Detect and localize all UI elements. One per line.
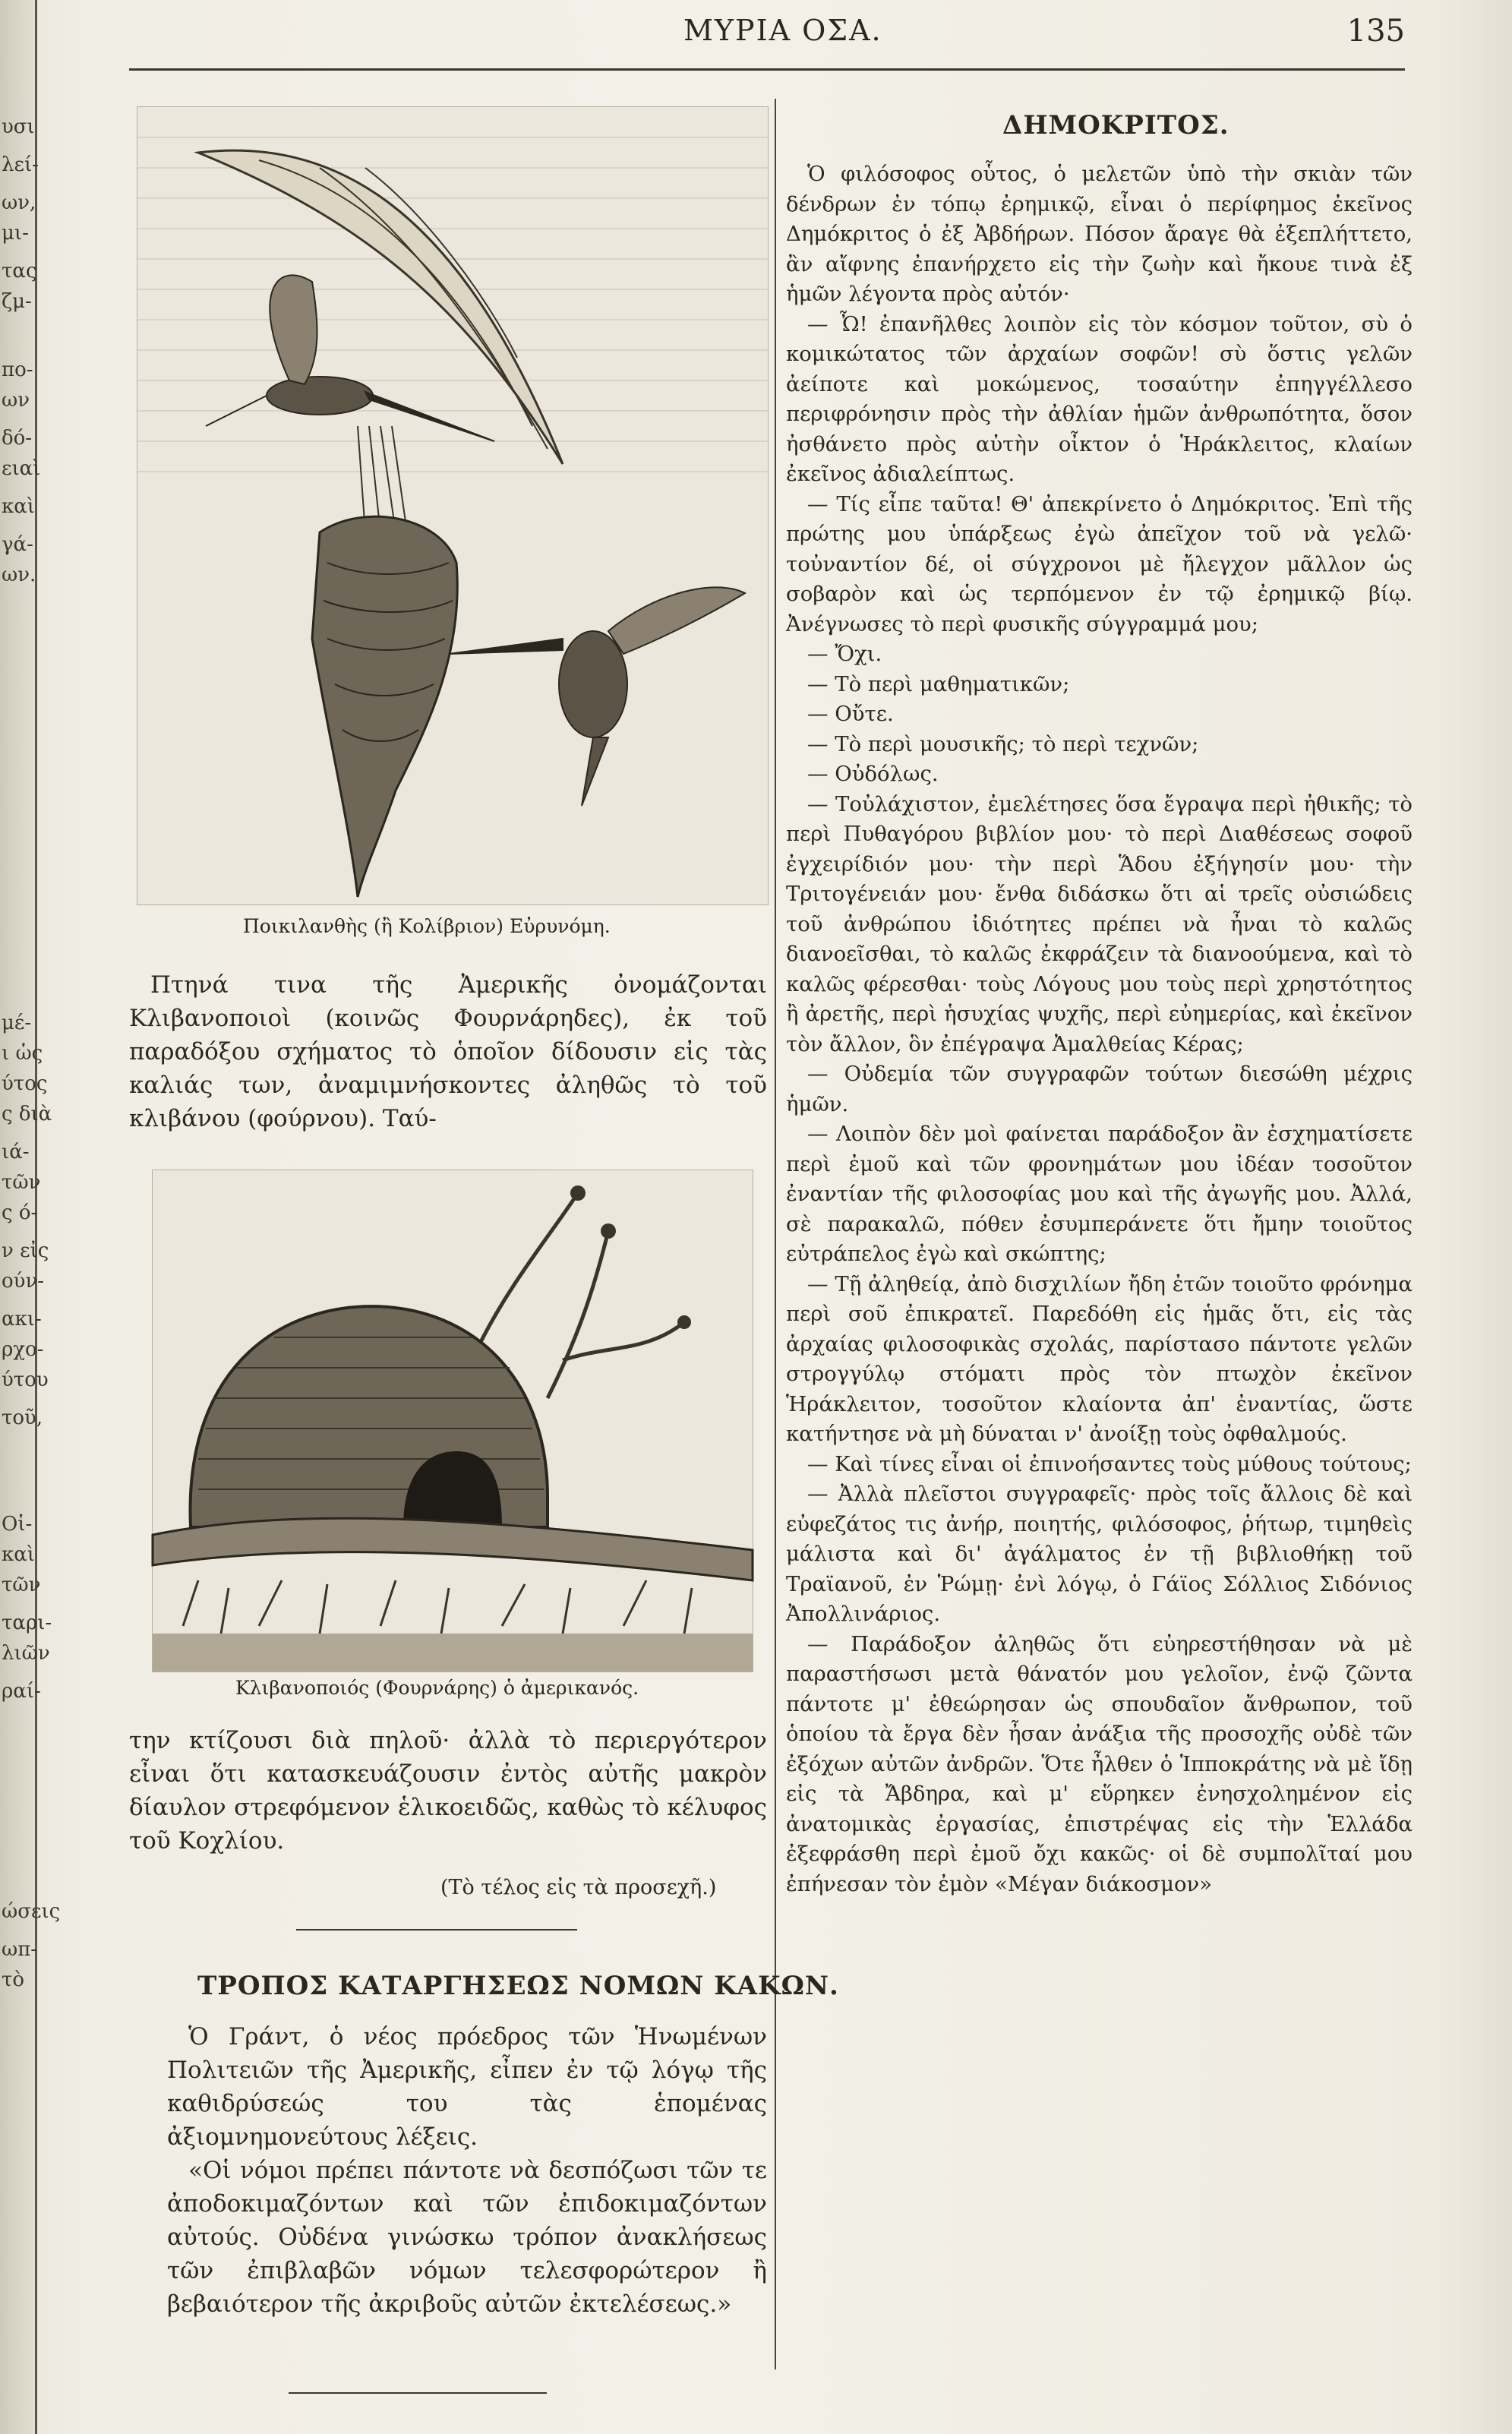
margin-fragment: πο-: [2, 358, 33, 381]
article-title: ΔΗΜΟΚΡΙΤΟΣ.: [1002, 110, 1229, 140]
margin-fragment: τῶν: [2, 1574, 41, 1596]
figure1-caption: Ποικιλανθὴς (ἢ Κολίβριον) Εὐρυνόμη.: [243, 915, 611, 937]
margin-fragment: ακι-: [2, 1308, 42, 1331]
margin-fragment: Οἱ-: [2, 1513, 33, 1536]
margin-fragment: μι-: [2, 222, 29, 245]
paragraph: Ὁ Γράντ, ὁ νέος πρόεδρος τῶν Ἡνωμένων Πολιτειῶν τῆς Ἀμερικῆς, εἶπεν ἐν τῷ λόγῳ τῆς καθιδρύσεώς του τὰς ἑπομένας ἀξιομνημονεύτους λέξεις.: [167, 2023, 767, 2151]
margin-fragment: ς διὰ: [2, 1103, 52, 1125]
page-number: 135: [1346, 14, 1405, 49]
left-column-text-3: [167, 2020, 767, 2321]
margin-fragment: ειαὶ: [2, 457, 41, 480]
previous-page-margin: [0, 0, 61, 2434]
figure2-caption: Κλιβανοποιός (Φουρνάρης) ὁ ἀμερικανός.: [235, 1677, 639, 1699]
dialogue-paragraph: — Τὸ περὶ μουσικῆς; τὸ περὶ τεχνῶν;: [807, 731, 1199, 756]
section-title: ΤΡΟΠΟΣ ΚΑΤΑΡΓΗΣΕΩΣ ΝΟΜΩΝ ΚΑΚΩΝ.: [197, 1971, 839, 2001]
paragraph: Πτηνά τινα τῆς Ἀμερικῆς ὀνομάζονται Κλιβανοποιοὶ (κοινῶς Φουρνάρηδες), ἐκ τοῦ παραδόξου σχήματος τὸ ὁποῖον δίδουσιν εἰς τὰς καλιάς των, ἀναμιμνήσκοντες ἀληθῶς τὸ τοῦ κλιβάνου (φούρνου). Ταύ-: [129, 971, 767, 1132]
margin-fragment: μέ-: [2, 1012, 32, 1034]
end-rule: [289, 2392, 547, 2394]
margin-fragment: τὸ: [2, 1968, 25, 1991]
margin-fragment: λεί-: [2, 153, 39, 176]
margin-fragment: καὶ: [2, 495, 36, 518]
dialogue-paragraph: — Οὐδόλως.: [807, 762, 939, 786]
dialogue-paragraph: — Τὸ περὶ μαθηματικῶν;: [807, 671, 1070, 696]
margin-fragment: ρχο-: [2, 1338, 44, 1361]
margin-fragment: ων,: [2, 191, 36, 214]
dialogue-paragraph: — Οὐδεμία τῶν συγγραφῶν τούτων διεσώθη μέχρις ἡμῶν.: [786, 1062, 1413, 1116]
dialogue-paragraph: — Οὔτε.: [807, 702, 894, 726]
dialogue-paragraph: — Τίς εἶπε ταῦτα! Θ' ἀπεκρίνετο ὁ Δημόκριτος. Ἐπὶ τῆς πρώτης μου ὑπάρξεως ἐγὼ ἀπεῖχον τοῦ νὰ γελῶ· τοὐναντίον δέ, οἱ σύγχρονοι μὲ ἤλεγχον μᾶλλον ὡς σοβαρὸν καὶ ὡς τερπόμενον ἐν τῷ ἐρημικῷ βίῳ. Ἀνέγνωσες τὸ περὶ φυσικῆς σύγγραμμά μου;: [786, 491, 1413, 636]
margin-fragment: ύτος: [2, 1072, 48, 1095]
right-column-text: [786, 159, 1413, 1899]
hummingbird-engraving: [137, 106, 769, 905]
dialogue-paragraph: — Ὦ! ἐπανῆλθες λοιπὸν εἰς τὸν κόσμον τοῦτον, σὺ ὁ κομικώτατος τῶν ἀρχαίων σοφῶν! σὺ ὅστις γελῶν ἀείποτε καὶ μοκώμενος, τοσαύτην ἐπηγγέλλεσο περιφρόνησιν πρὸς τὴν ἀθλίαν ἡμῶν ἀνθρωπότητα, ὅσον ἠσθάνετο πρὸς αὐτὴν οἶκτον ὁ Ἡράκλειτος, κλαίων ἐκεῖνος ἀδιαλείπτως.: [786, 311, 1413, 486]
margin-fragment: ς ό-: [2, 1201, 38, 1224]
dialogue-paragraph: — Τῇ ἀληθείᾳ, ἀπὸ δισχιλίων ἤδη ἐτῶν τοιοῦτο φρόνημα περὶ σοῦ ἐπικρατεῖ. Παρεδόθη εἰς ἡμᾶς ὅτι, εἰς τὰς ἀρχαίας φιλοσοφικὰς σχολάς, παρίστασο πάντοτε γελῶν στρογγύλῳ στόματι πρὸς τὸν πτωχὸν ἐκεῖνον Ἡράκλειτον, τοσοῦτον κλαίοντα ἀπ' ἐναντίας, ὥστε κατήντησε νὰ μὴ δύναται ν' ἀνοίξῃ τοὺς ὀφθαλμούς.: [786, 1271, 1413, 1446]
column-divider: [775, 99, 776, 2369]
dialogue-paragraph: — Τοὐλάχιστον, ἐμελέτησες ὅσα ἔγραψα περὶ ἠθικῆς; τὸ περὶ Πυθαγόρου βιβλίον μου· τὸ περὶ Διαθέσεως σοφοῦ ἐγχειρίδιόν μου· τὴν περὶ Ἅδου ἐξήγησίν μου· τὴν Τριτογένειάν μου· ἔνθα διδάσκω ὅτι αἱ τρεῖς οὐσιώδεις τοῦ ἀνθρώπου ἰδιότητες πρέπει νὰ ἦναι τὸ καλῶς διανοεῖσθαι, τὸ καλῶς ἐκφράζειν τὰ διανοούμενα, καὶ τὸ καλῶς φέρεσθαι· τοὺς Λόγους μου τοὺς περὶ χρηστότητος ἢ ἀρετῆς, περὶ ἡσυχίας ψυχῆς, περὶ εὐημερίας, καὶ ἐκεῖνον τὸν ἄλλον, ὃν ἐπέγραψα Ἀμαλθείας Κέρας;: [786, 791, 1413, 1056]
margin-fragment: ι ὡς: [2, 1042, 43, 1065]
ovenbird-nest-illustration: [153, 1170, 753, 1672]
margin-fragment: καὶ: [2, 1543, 36, 1566]
section-separator: [296, 1929, 577, 1930]
margin-fragment: ούν-: [2, 1270, 45, 1293]
hummingbird-illustration: [137, 107, 768, 904]
margin-fragment: ων.: [2, 564, 36, 586]
dialogue-paragraph: Ὁ φιλόσοφος οὗτος, ὁ μελετῶν ὑπὸ τὴν σκιὰν τῶν δένδρων ἐν τόπῳ ἐρημικῷ, εἶναι ὁ περίφημος ἐκεῖνος Δημόκριτος ὁ ἐξ Ἀβδήρων. Πόσον ἄραγε θὰ ἐξεπλήττετο, ἂν αἴφνης ἐπανήρχετο εἰς τὴν ζωὴν καὶ ἤκουε τινὰ ἐξ ἡμῶν λέγοντα πρὸς αὐτόν·: [786, 162, 1413, 306]
ovenbird-engraving: [152, 1170, 753, 1672]
left-column-text-1: [129, 968, 767, 1135]
margin-fragment: ώσεις: [2, 1900, 61, 1923]
left-column-text-2: [129, 1724, 767, 1858]
continued-note: (Τὸ τέλος εἰς τὰ προσεχῆ.): [440, 1876, 717, 1899]
margin-fragment: τοῦ,: [2, 1406, 43, 1429]
margin-fragment: ωπ-: [2, 1938, 38, 1961]
margin-fragment: ων: [2, 389, 30, 412]
margin-fragment: ύτου: [2, 1369, 49, 1391]
margin-fragment: δό-: [2, 427, 33, 450]
dialogue-paragraph: — Ἀλλὰ πλεῖστοι συγγραφεῖς· πρὸς τοῖς ἄλλοις δὲ καὶ εὐφεζάτος τις ἀνήρ, ποιητής, φιλόσοφος, ῥήτωρ, τιμηθεὶς μάλιστα καὶ δι' ἀγάλματος ἐν τῇ βιβλιοθήκῃ τοῦ Τραϊανοῦ, ἐν Ῥώμῃ· ἐνὶ λόγῳ, ὁ Γάϊος Σόλλιος Σιδόνιος Ἀπολλινάριος.: [786, 1482, 1413, 1626]
paragraph: την κτίζουσι διὰ πηλοῦ· ἀλλὰ τὸ περιεργότερον εἶναι ὅτι κατασκευάζουσιν ἐντὸς αὐτῆς μακρὸν δίαυλον στρεφόμενον ἑλικοειδῶς, καθὼς τὸ κέλυφος τοῦ Κοχλίου.: [129, 1727, 767, 1855]
margin-fragment: γά-: [2, 533, 33, 556]
margin-fragment: υσι: [2, 115, 35, 138]
running-title: ΜΥΡΙΑ ΟΣΑ.: [683, 14, 882, 47]
dialogue-paragraph: — Παράδοξον ἀληθῶς ὅτι εὐηρεστήθησαν νὰ μὲ παραστήσωσι μετὰ θάνατόν μου γελοῖον, ἐνῷ ζῶντα πάντοτε μ' ἐθεώρησαν ὡς σπουδαῖον ἄνθρωπον, τοῦ ὁποίου τὰ ἔργα δὲν ἦσαν ἀνάξια τῆς προσοχῆς οὐδὲ τῶν ἐξόχων αὐτῶν ἀνδρῶν. Ὅτε ἦλθεν ὁ Ἱπποκράτης νὰ μὲ ἴδῃ εἰς τὰ Ἄβδηρα, καὶ μ' εὕρηκεν ἐνησχολημένον εἰς ἀνατομικὰς ἐργασίας, ἐπιστρέψας εἰς τὴν Ἑλλάδα ἐξεφράσθη περὶ ἐμοῦ ὄχι κακῶς· οἱ δὲ συμπολῖταί μου ἐπήνεσαν τὸν ἐμὸν «Μέγαν διάκοσμον»: [786, 1631, 1413, 1896]
margin-fragment: τας: [2, 260, 37, 283]
dialogue-paragraph: — Ὄχι.: [807, 642, 882, 666]
margin-fragment: ζμ-: [2, 290, 32, 313]
margin-fragment: ταρι-: [2, 1612, 52, 1634]
paragraph: «Οἱ νόμοι πρέπει πάντοτε νὰ δεσπόζωσι τῶν τε ἀποδοκιμαζόντων καὶ τῶν ἐπιδοκιμαζόντων αὐτούς. Οὐδένα γινώσκω τρόπον ἀνακλήσεως τῶν ἐπιβλαβῶν νόμων τελεσφορώτερον ἢ βεβαιότερον τῆς ἀκριβοῦς αὐτῶν ἐκτελέσεως.»: [167, 2157, 767, 2318]
margin-fragment: ν εἰς: [2, 1239, 49, 1262]
margin-fragment: τῶν: [2, 1171, 41, 1194]
dialogue-paragraph: — Λοιπὸν δὲν μοὶ φαίνεται παράδοξον ἂν ἐσχηματίσετε περὶ ἐμοῦ καὶ τῶν φρονημάτων μου ἰδέαν τοσοῦτον ἐναντίαν τῆς φιλοσοφίας μου καὶ τῆς ἀγωγῆς μου. Ἀλλά, σὲ παρακαλῶ, πόθεν ἐσυμπεράνετε ὅτι ἤμην τοιοῦτος εὐτράπελος ἐγὼ καὶ σκώπτης;: [786, 1122, 1413, 1266]
page-header: [129, 14, 1405, 59]
margin-fragment: ιά-: [2, 1141, 30, 1163]
dialogue-paragraph: — Καὶ τίνες εἶναι οἱ ἐπινοήσαντες τοὺς μύθους τούτους;: [807, 1451, 1412, 1476]
header-rule: [129, 68, 1405, 71]
margin-fragment: ραί-: [2, 1680, 41, 1703]
margin-fragment: λιῶν: [2, 1642, 50, 1665]
